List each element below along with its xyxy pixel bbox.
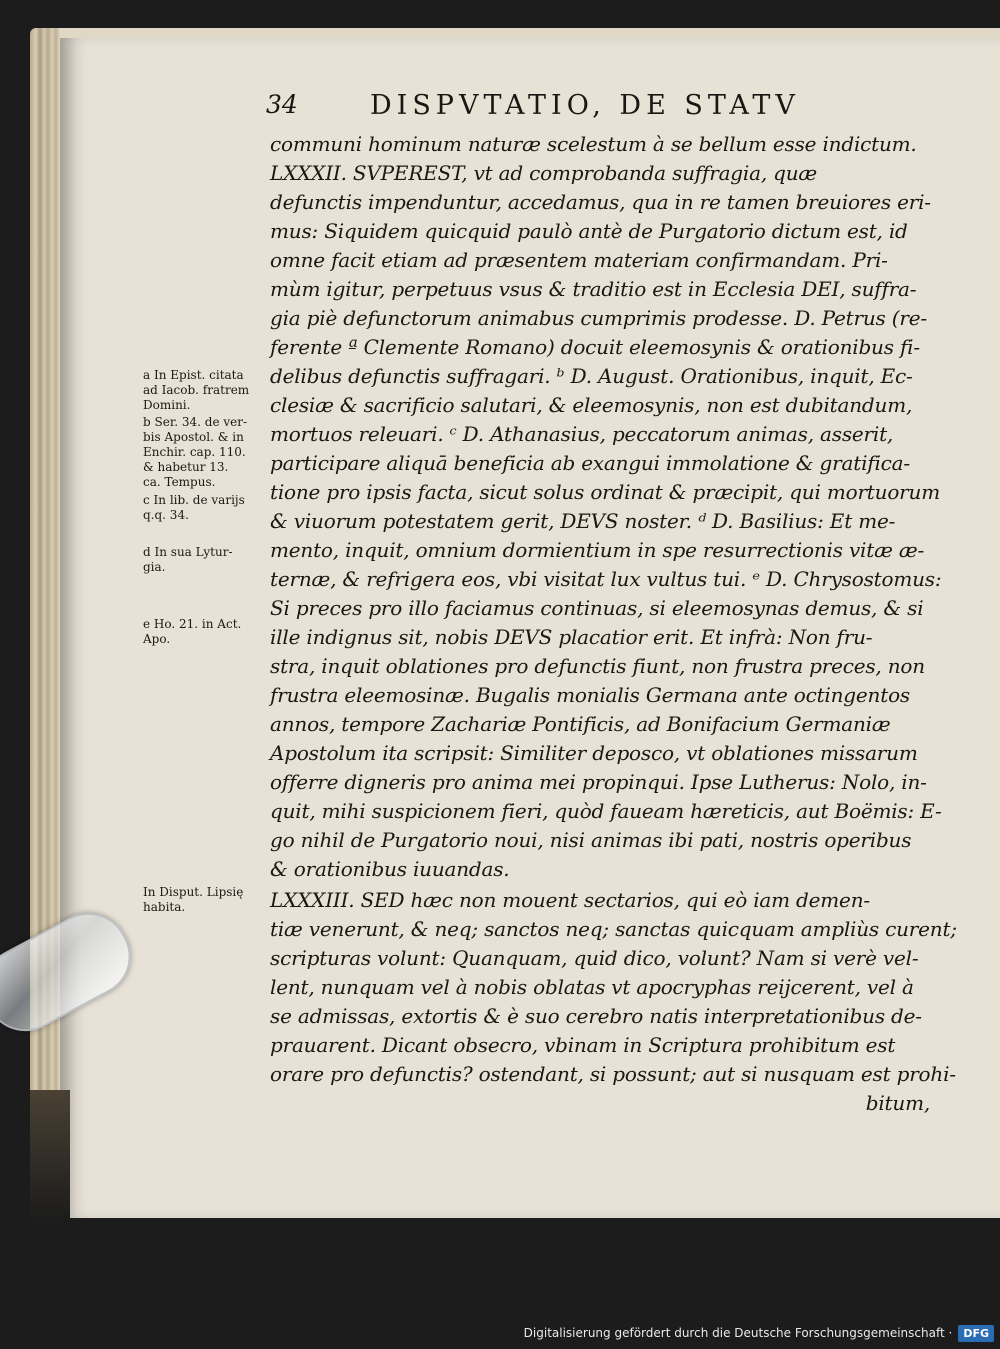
text-line: orare pro defunctis? ostendant, si possunt; aut si nusquam est prohi-	[270, 1062, 956, 1086]
margin-note-lipsia	[143, 885, 268, 915]
text-line: delibus defunctis suffragari. ᵇ D. August. Orationibus, inquit, Ec-	[270, 364, 913, 388]
text-line: mus: Siquidem quicquid paulò antè de Purgatorio dictum est, id	[270, 219, 908, 243]
text-line: defunctis impenduntur, accedamus, qua in re tamen breuiores eri-	[270, 190, 931, 214]
margin-note-line: c In lib. de varijs	[143, 493, 245, 507]
text-line: stra, inquit oblationes pro defunctis fiunt, non frustra preces, non	[270, 654, 925, 678]
text-line: tiæ venerunt, & neq; sanctos neq; sanctas quicquam ampliùs curent;	[270, 917, 957, 941]
funding-notice: Digitalisierung gefördert durch die Deutsche Forschungsgemeinschaft ·	[523, 1326, 953, 1340]
footer	[524, 1321, 994, 1345]
text-line: mento, inquit, omnium dormientium in spe resurrectionis vitæ æ-	[270, 538, 925, 562]
margin-note-line: e Ho. 21. in Act.	[143, 617, 242, 631]
text-line: participare aliquā beneficia ab exangui immolatione & gratifica-	[270, 451, 910, 475]
text-line: & viuorum potestatem gerit, DEVS noster. ᵈ D. Basilius: Et me-	[270, 509, 896, 533]
margin-note-line: d In sua Lytur-	[143, 545, 233, 559]
margin-note-line: b Ser. 34. de ver-	[143, 415, 248, 429]
text-line: ferente ª Clemente Romano) docuit eleemosynis & orationibus fi-	[270, 335, 920, 359]
text-line: annos, tempore Zachariæ Pontificis, ad Bonifacium Germaniæ	[270, 712, 891, 736]
margin-note-line: ad Iacob. fratrem	[143, 383, 250, 397]
page-number: 34	[266, 90, 298, 119]
text-line: clesiæ & sacrificio salutari, & eleemosynis, non est dubitandum,	[270, 393, 913, 417]
page-shadow	[30, 1090, 70, 1220]
margin-note-e	[143, 617, 268, 647]
text-line: mùm igitur, perpetuus vsus & traditio est in Ecclesia DEI, suffra-	[270, 277, 917, 301]
text-line: LXXXIII. SED hæc non mouent sectarios, qui eò iam demen-	[270, 888, 870, 912]
dfg-logo: DFG	[958, 1325, 994, 1342]
margin-note-line: & habetur 13.	[143, 460, 229, 474]
margin-note-b	[143, 415, 268, 490]
text-line: communi hominum naturæ scelestum à se bellum esse indictum.	[270, 132, 917, 156]
text-line: omne facit etiam ad præsentem materiam confirmandam. Pri-	[270, 248, 888, 272]
margin-note-line: Enchir. cap. 110.	[143, 445, 246, 459]
margin-note-line: a In Epist. citata	[143, 368, 244, 382]
margin-note-line: q.q. 34.	[143, 508, 189, 522]
text-line: se admissas, extortis & è suo cerebro natis interpretationibus de-	[270, 1004, 922, 1028]
text-line: mortuos releuari. ᶜ D. Athanasius, peccatorum animas, asserit,	[270, 422, 894, 446]
margin-note-line: gia.	[143, 560, 166, 574]
text-line: LXXXII. SVPEREST, vt ad comprobanda suffragia, quæ	[270, 161, 818, 185]
text-line: ternæ, & refrigera eos, vbi visitat lux vultus tui. ᵉ D. Chrysostomus:	[270, 567, 942, 591]
margin-note-line: bis Apostol. & in	[143, 430, 244, 444]
text-line: lent, nunquam vel à nobis oblatas vt apocryphas reijcerent, vel à	[270, 975, 914, 999]
margin-note-line: Apo.	[143, 632, 171, 646]
text-line: prauarent. Dicant obsecro, vbinam in Scriptura prohibitum est	[270, 1033, 896, 1057]
margin-note-a	[143, 368, 268, 413]
text-line: bitum,	[865, 1091, 930, 1115]
text-line: tione pro ipsis facta, sicut solus ordinat & præcipit, qui mortuorum	[270, 480, 940, 504]
margin-note-line: ca. Tempus.	[143, 475, 216, 489]
margin-note-c	[143, 493, 268, 523]
margin-note-line: In Disput. Lipsię	[143, 885, 244, 899]
text-line: quit, mihi suspicionem fieri, quòd faueam hæreticis, aut Boëmis: E-	[270, 799, 942, 823]
text-line: gia piè defunctorum animabus cumprimis prodesse. D. Petrus (re-	[270, 306, 927, 330]
page-header	[266, 90, 946, 130]
margin-note-line: habita.	[143, 900, 186, 914]
margin-note-line: Domini.	[143, 398, 191, 412]
text-line: offerre digneris pro anima mei propinqui. Ipse Lutherus: Nolo, in-	[270, 770, 927, 794]
text-line: frustra eleemosinæ. Bugalis monialis Germana ante octingentos	[270, 683, 910, 707]
main-text	[270, 130, 957, 1118]
running-head: DISPVTATIO, DE STATV	[370, 90, 800, 121]
text-line: & orationibus iuuandas.	[270, 857, 510, 881]
text-line: ille indignus sit, nobis DEVS placatior erit. Et infrà: Non fru-	[270, 625, 873, 649]
margin-note-d	[143, 545, 268, 575]
text-line: go nihil de Purgatorio noui, nisi animas ibi pati, nostris operibus	[270, 828, 912, 852]
text-line: scripturas volunt: Quanquam, quid dico, volunt? Nam si verè vel-	[270, 946, 919, 970]
text-line: Apostolum ita scripsit: Similiter deposco, vt oblationes missarum	[270, 741, 918, 765]
text-line: Si preces pro illo faciamus continuas, si eleemosynas demus, & si	[270, 596, 924, 620]
